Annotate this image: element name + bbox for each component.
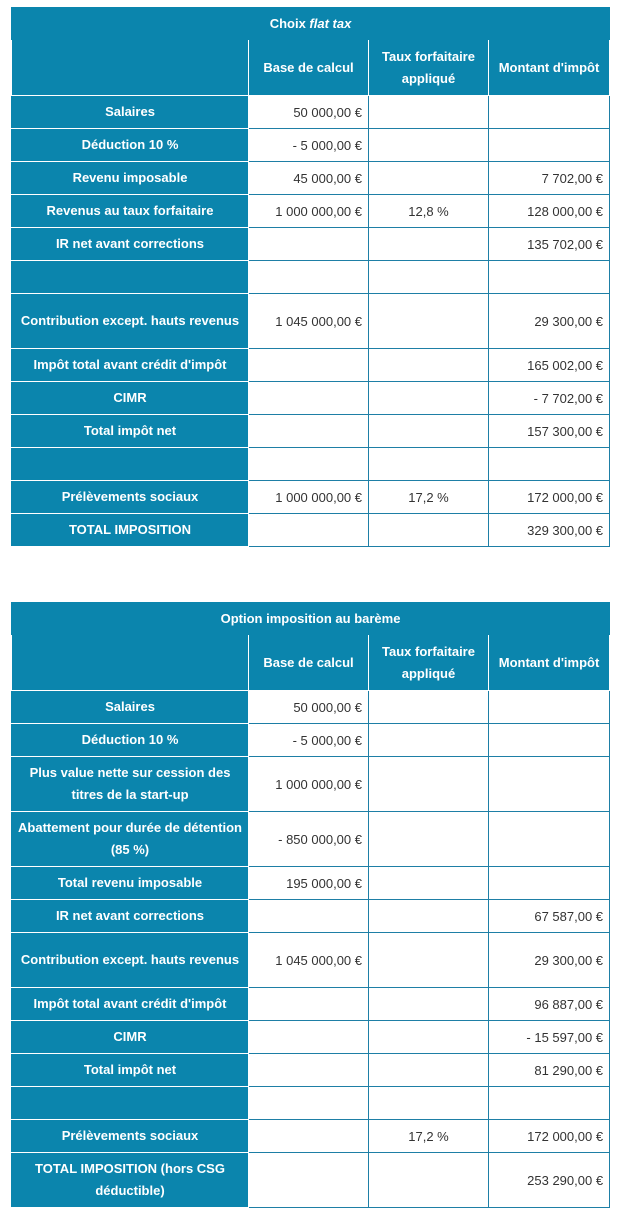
table-row (12, 1054, 610, 1087)
header-empty-cell (12, 40, 249, 96)
taux-cell: 17,2 % (369, 1120, 489, 1153)
row-label: Contribution except. hauts revenus (12, 933, 249, 988)
taux-cell (369, 448, 489, 481)
row-label: CIMR (12, 382, 249, 415)
caption-prefix: Choix (269, 16, 310, 31)
montant-cell (489, 812, 610, 867)
taux-cell (369, 349, 489, 382)
base-cell (249, 1021, 369, 1054)
montant-cell: 67 587,00 € (489, 900, 610, 933)
montant-cell: 253 290,00 € (489, 1153, 610, 1208)
row-label (12, 1087, 249, 1120)
row-label: Total impôt net (12, 1054, 249, 1087)
montant-cell: 329 300,00 € (489, 514, 610, 547)
base-cell (249, 1087, 369, 1120)
montant-cell (489, 757, 610, 812)
row-label: TOTAL IMPOSITION (hors CSG déductible) (12, 1153, 249, 1208)
montant-cell: 7 702,00 € (489, 162, 610, 195)
table-row (12, 162, 610, 195)
base-cell: 1 045 000,00 € (249, 933, 369, 988)
column-header-row (12, 635, 610, 691)
row-label: Plus value nette sur cession des titres de la start-up (12, 757, 249, 812)
row-label: Contribution except. hauts revenus (12, 294, 249, 349)
taux-cell (369, 415, 489, 448)
montant-cell (489, 691, 610, 724)
table-caption-row (12, 603, 610, 635)
table-row (12, 382, 610, 415)
taux-cell (369, 228, 489, 261)
row-label: Déduction 10 % (12, 724, 249, 757)
taux-cell (369, 900, 489, 933)
table-row (12, 294, 610, 349)
base-cell: 1 045 000,00 € (249, 294, 369, 349)
montant-cell: 165 002,00 € (489, 349, 610, 382)
row-label: Revenu imposable (12, 162, 249, 195)
flat-tax-table (11, 7, 610, 547)
taux-cell (369, 514, 489, 547)
header-montant: Montant d'impôt (489, 635, 610, 691)
row-label: IR net avant corrections (12, 228, 249, 261)
base-cell (249, 1153, 369, 1208)
base-cell: 1 000 000,00 € (249, 481, 369, 514)
row-label: Prélèvements sociaux (12, 1120, 249, 1153)
table-row (12, 757, 610, 812)
taux-cell (369, 1087, 489, 1120)
taux-cell (369, 96, 489, 129)
table-row (12, 481, 610, 514)
spacer-row (12, 261, 610, 294)
row-label (12, 448, 249, 481)
base-cell (249, 382, 369, 415)
total-row (12, 1153, 610, 1208)
base-cell (249, 261, 369, 294)
table-row (12, 691, 610, 724)
taux-cell (369, 294, 489, 349)
montant-cell: 157 300,00 € (489, 415, 610, 448)
base-cell (249, 448, 369, 481)
base-cell: - 5 000,00 € (249, 129, 369, 162)
row-label: Déduction 10 % (12, 129, 249, 162)
table-row (12, 415, 610, 448)
montant-cell: 29 300,00 € (489, 294, 610, 349)
taux-cell (369, 1153, 489, 1208)
table-row (12, 349, 610, 382)
taux-cell (369, 933, 489, 988)
base-cell: 45 000,00 € (249, 162, 369, 195)
spacer-row (12, 1087, 610, 1120)
table-row (12, 195, 610, 228)
taux-cell (369, 261, 489, 294)
total-row (12, 514, 610, 547)
row-label: Total revenu imposable (12, 867, 249, 900)
row-label: Revenus au taux forfaitaire (12, 195, 249, 228)
table-row (12, 228, 610, 261)
montant-cell: 96 887,00 € (489, 988, 610, 1021)
montant-cell: - 7 702,00 € (489, 382, 610, 415)
taux-cell (369, 1054, 489, 1087)
table-row (12, 129, 610, 162)
taux-cell: 12,8 % (369, 195, 489, 228)
montant-cell: - 15 597,00 € (489, 1021, 610, 1054)
spacer-row (12, 448, 610, 481)
base-cell: 1 000 000,00 € (249, 195, 369, 228)
header-taux: Taux forfaitaire appliqué (369, 40, 489, 96)
montant-cell (489, 1087, 610, 1120)
base-cell (249, 514, 369, 547)
row-label: TOTAL IMPOSITION (12, 514, 249, 547)
taux-cell (369, 867, 489, 900)
header-base: Base de calcul (249, 40, 369, 96)
taux-cell (369, 988, 489, 1021)
base-cell: 195 000,00 € (249, 867, 369, 900)
base-cell (249, 988, 369, 1021)
caption-prefix: Option imposition au barème (220, 611, 401, 626)
montant-cell: 29 300,00 € (489, 933, 610, 988)
caption-emphasis: flat tax (309, 16, 352, 31)
base-cell: 50 000,00 € (249, 691, 369, 724)
table-caption-row (12, 8, 610, 40)
row-label (12, 261, 249, 294)
montant-cell: 135 702,00 € (489, 228, 610, 261)
montant-cell: 81 290,00 € (489, 1054, 610, 1087)
base-cell: 50 000,00 € (249, 96, 369, 129)
table-row (12, 933, 610, 988)
montant-cell (489, 96, 610, 129)
taux-cell (369, 382, 489, 415)
table-row (12, 96, 610, 129)
column-header-row (12, 40, 610, 96)
table-row (12, 1021, 610, 1054)
base-cell (249, 1054, 369, 1087)
montant-cell (489, 724, 610, 757)
montant-cell (489, 261, 610, 294)
base-cell (249, 1120, 369, 1153)
taux-cell (369, 691, 489, 724)
table-row (12, 867, 610, 900)
header-montant: Montant d'impôt (489, 40, 610, 96)
taux-cell (369, 757, 489, 812)
table-row (12, 812, 610, 867)
row-label: Prélèvements sociaux (12, 481, 249, 514)
taux-cell: 17,2 % (369, 481, 489, 514)
table-row (12, 724, 610, 757)
bareme-option-table (11, 602, 610, 1208)
montant-cell: 172 000,00 € (489, 1120, 610, 1153)
montant-cell: 128 000,00 € (489, 195, 610, 228)
taux-cell (369, 129, 489, 162)
row-label: Salaires (12, 96, 249, 129)
table-caption (12, 8, 610, 40)
taux-cell (369, 162, 489, 195)
montant-cell (489, 129, 610, 162)
table-row (12, 900, 610, 933)
header-empty-cell (12, 635, 249, 691)
row-label: Abattement pour durée de détention (85 %) (12, 812, 249, 867)
table-row (12, 1120, 610, 1153)
montant-cell (489, 448, 610, 481)
base-cell (249, 228, 369, 261)
row-label: Impôt total avant crédit d'impôt (12, 349, 249, 382)
base-cell: - 5 000,00 € (249, 724, 369, 757)
row-label: Impôt total avant crédit d'impôt (12, 988, 249, 1021)
row-label: Total impôt net (12, 415, 249, 448)
taux-cell (369, 812, 489, 867)
table-caption (12, 603, 610, 635)
header-base: Base de calcul (249, 635, 369, 691)
montant-cell (489, 867, 610, 900)
montant-cell: 172 000,00 € (489, 481, 610, 514)
row-label: CIMR (12, 1021, 249, 1054)
base-cell (249, 349, 369, 382)
taux-cell (369, 724, 489, 757)
taux-cell (369, 1021, 489, 1054)
base-cell: 1 000 000,00 € (249, 757, 369, 812)
row-label: IR net avant corrections (12, 900, 249, 933)
base-cell (249, 900, 369, 933)
header-taux: Taux forfaitaire appliqué (369, 635, 489, 691)
base-cell: - 850 000,00 € (249, 812, 369, 867)
base-cell (249, 415, 369, 448)
table-row (12, 988, 610, 1021)
row-label: Salaires (12, 691, 249, 724)
